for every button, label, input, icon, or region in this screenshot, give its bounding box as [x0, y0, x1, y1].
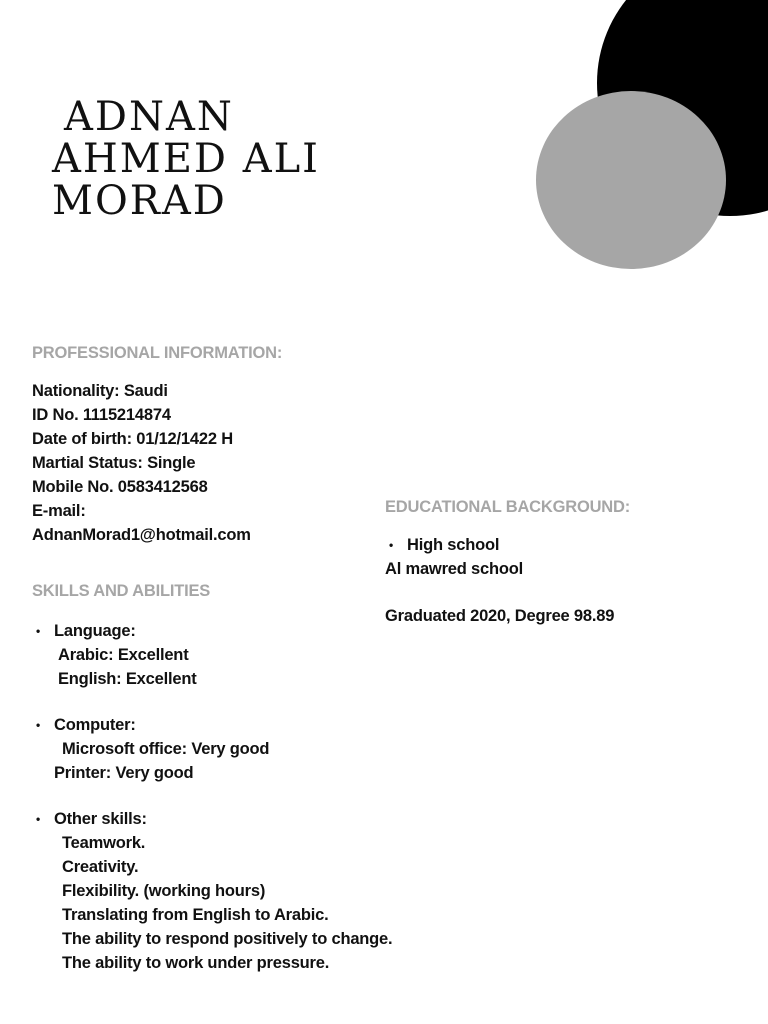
date-of-birth-line: Date of birth: 01/12/1422 H — [32, 430, 233, 448]
computer-item: Microsoft office: Very good — [62, 740, 270, 758]
email-label: E-mail: — [32, 502, 86, 520]
mobile-number-line: Mobile No. 0583412568 — [32, 478, 208, 496]
id-number-line: ID No. 1115214874 — [32, 406, 171, 424]
language-item: Arabic: Excellent — [58, 646, 189, 664]
candidate-name — [52, 96, 320, 222]
other-skill-item: Creativity. — [62, 858, 139, 876]
decorative-gray-circle — [536, 91, 726, 269]
other-skill-item: The ability to respond positively to change. — [62, 930, 393, 948]
bullet-icon: • — [36, 718, 41, 732]
other-skill-title: • Other skills: — [36, 807, 392, 831]
other-skill-item: Flexibility. (working hours) — [62, 882, 266, 900]
computer-item: Printer: Very good — [54, 764, 194, 782]
professional-info-heading: PROFESSIONAL INFORMATION: — [32, 344, 283, 362]
nationality-line: Nationality: Saudi — [32, 382, 168, 400]
school-name: Al mawred school — [385, 560, 524, 578]
name-line-1: ADNAN — [64, 94, 234, 140]
other-skill-item: The ability to work under pressure. — [62, 954, 330, 972]
email-address: AdnanMorad1@hotmail.com — [32, 526, 251, 544]
language-skill-title: • Language: — [36, 619, 392, 643]
marital-status-line: Martial Status: Single — [32, 454, 196, 472]
computer-skill-title: • Computer: — [36, 713, 392, 737]
bullet-icon: • — [36, 624, 41, 638]
education-heading: EDUCATIONAL BACKGROUND: — [385, 498, 631, 516]
bullet-icon: • — [389, 538, 394, 552]
skills-block — [36, 619, 392, 975]
name-line-2: AHMED ALI — [52, 136, 320, 182]
other-skill-item: Teamwork. — [62, 834, 146, 852]
education-level: • High school — [385, 533, 614, 557]
education-block — [385, 533, 614, 628]
skills-heading: SKILLS AND ABILITIES — [32, 582, 211, 600]
language-item: English: Excellent — [58, 670, 197, 688]
professional-info-block — [32, 379, 251, 547]
name-line-3: MORAD — [52, 178, 227, 224]
graduation-line: Graduated 2020, Degree 98.89 — [385, 607, 615, 625]
bullet-icon: • — [36, 812, 41, 826]
other-skill-item: Translating from English to Arabic. — [62, 906, 329, 924]
